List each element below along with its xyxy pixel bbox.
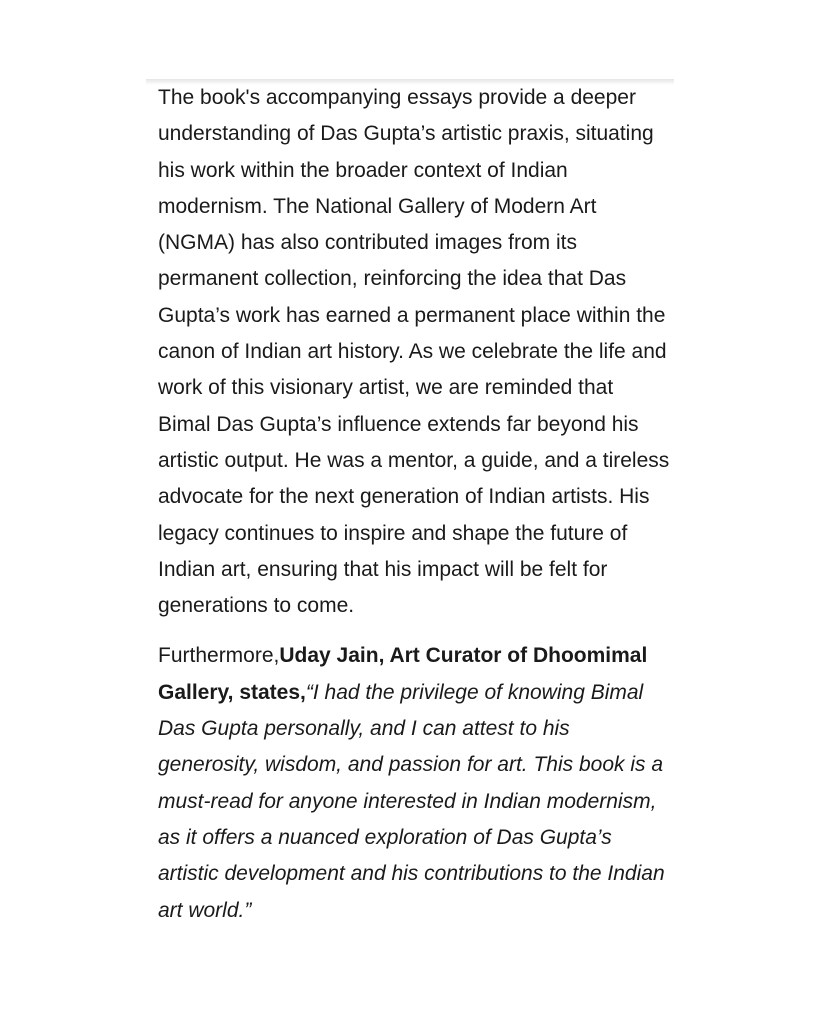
article-paragraph-essays: The book's accompanying essays provide a deeper understanding of Das Gupta’s artistic praxis, situating his work within the broader context of Indian modernism. The National Gallery of Modern Art (NGMA) has also contributed images from its permanent collection, reinforcing the idea that Das Gupta’s work has earned a permanent place within the canon of Indian art history. As we celebrate the life and work of this visionary artist, we are reminded that Bimal Das Gupta’s influence extends far beyond his artistic output. He was a mentor, a guide, and a tireless advocate for the next generation of Indian artists. His legacy continues to inspire and shape the future of Indian art, ensuring that his impact will be felt for generations to come.	[158, 86, 670, 618]
quote-speaker: Uday Jain, Art Curator of Dhoomimal Gallery, states,	[158, 644, 648, 704]
quote-text: “I had the privilege of knowing Bimal Das Gupta personally, and I can attest to his generosity, wisdom, and passion for art. This book is a must-read for anyone interested in Indian modernism, as it offers a nuanced exploration of Das Gupta’s artistic development and his contributions to the Indian art world.”	[158, 680, 665, 922]
paragraph-intro: Furthermore,	[158, 644, 280, 668]
article-body	[158, 80, 670, 929]
article-paragraph-quote	[158, 638, 670, 928]
